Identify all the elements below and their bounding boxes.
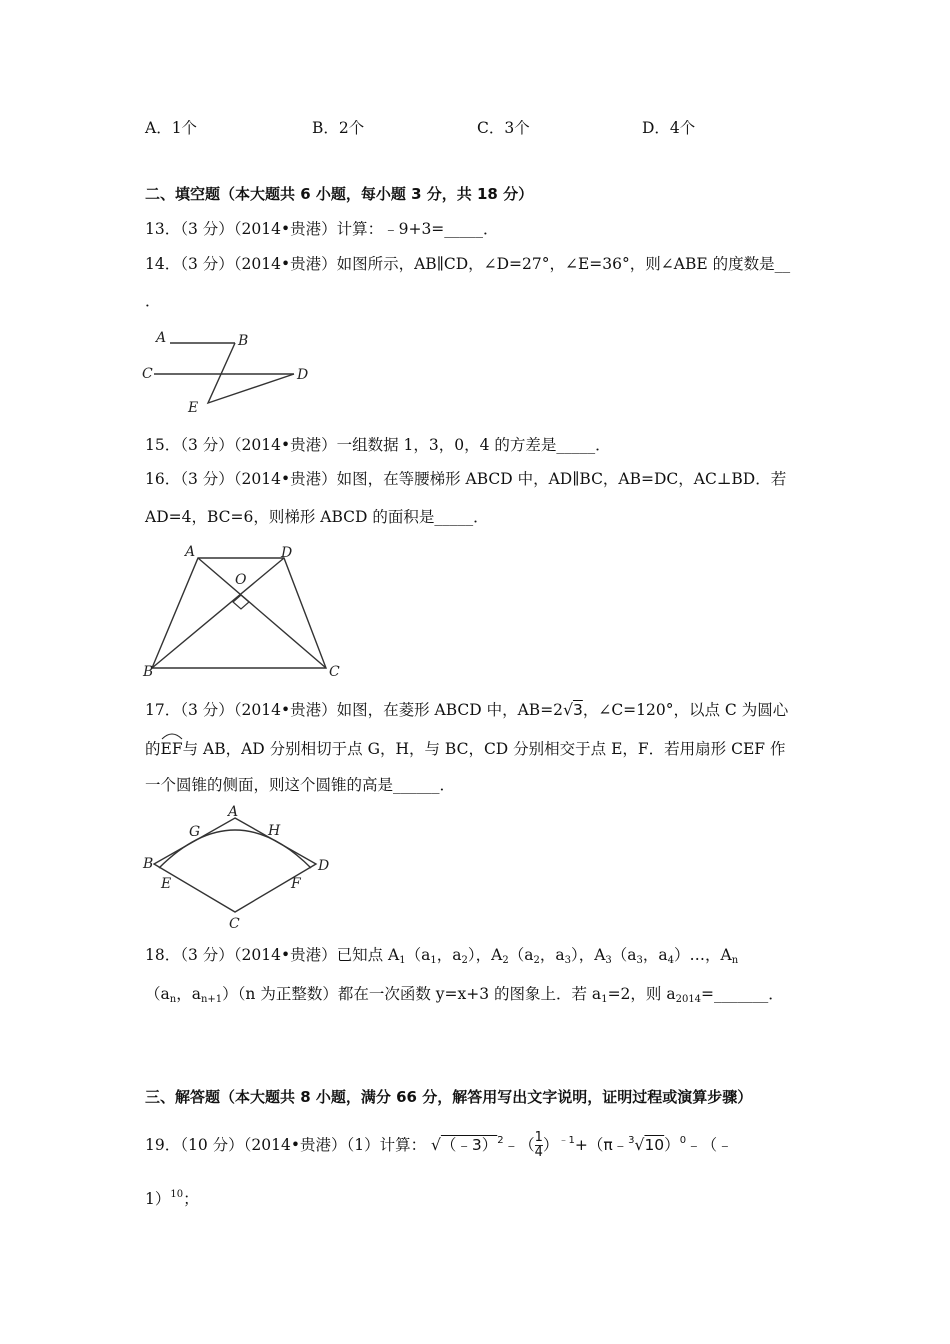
question-14-cont: ． [145, 292, 161, 310]
label-E: E [161, 876, 172, 892]
figure-14 [140, 325, 320, 417]
figure-17 [140, 800, 340, 932]
q19-exp: 10 [170, 1189, 184, 1200]
label-C: C [329, 664, 340, 680]
figure-16 [140, 540, 350, 682]
arc-ef [161, 736, 183, 760]
sqrt-symbol: √3 [563, 701, 583, 719]
label-B: B [143, 664, 154, 680]
q19-line2: 1） [145, 1190, 171, 1208]
label-D: D [297, 367, 309, 383]
q19-expression: √（﹣3）$^2$﹣（ $\frac{1}{4}$ ）$^{﹣1}$+（π﹣$^3$√10）$^0$﹣（﹣ [431, 1130, 733, 1160]
q17-line2-prefix: 的 [145, 740, 161, 758]
question-19-line2 [145, 1184, 199, 1210]
option-a: A．1个 [145, 119, 198, 137]
q19-end: ； [183, 1190, 199, 1208]
q18-line2-b: （n 为正整数）都在一次函数 y=x+3 的图象上．若 a [237, 985, 602, 1003]
question-16: 16．（3 分）（2014•贵港）如图，在等腰梯形 ABCD 中，AD∥BC，AB=DC，AC⊥BD．若 [145, 470, 787, 488]
label-A: A [228, 804, 239, 820]
q19-prefix: 19．（10 分）（2014•贵港）（1）计算： [145, 1136, 427, 1154]
q17-line2-text: 与 AB，AD 分别相切于点 G，H，与 BC，CD 分别相交于点 E，F．若用扇形 CEF 作 [182, 740, 786, 758]
label-G: G [189, 824, 201, 840]
option-b: B．2个 [312, 119, 365, 137]
section-2-title: 二、填空题（本大题共 6 小题，每小题 3 分，共 18 分） [145, 185, 534, 203]
label-C: C [142, 366, 153, 382]
question-18-line1: 18．（3 分）（2014•贵港）已知点 $A_1(a_1$，$a_2$），$A_2(a_2$，$a_3$），$A_3(a_3$，$a_4)\dots$，$A_n$ [145, 946, 739, 966]
q18-text: 18．（3 分）（2014•贵港）已知点 A [145, 946, 400, 964]
arc-ef-label: EF [160, 740, 183, 758]
q17-text-b: ，∠C=120°，以点 C 为圆心 [582, 701, 789, 719]
question-16-cont: AD=4，BC=6，则梯形 ABCD 的面积是_____． [145, 508, 489, 526]
question-17-line3: 一个圆锥的侧面，则这个圆锥的高是______． [145, 776, 456, 794]
q18-line2-d: =_______． [701, 985, 784, 1003]
label-F: F [291, 876, 301, 892]
label-A: A [185, 544, 196, 560]
label-B: B [143, 856, 154, 872]
option-d: D．4个 [642, 119, 696, 137]
question-19-line1 [145, 1130, 733, 1160]
question-17-line1 [145, 699, 788, 721]
label-D: D [281, 545, 293, 561]
label-O: O [235, 572, 247, 588]
sqrt-radicand: 3 [572, 701, 583, 719]
label-A: A [156, 330, 167, 346]
label-H: H [268, 823, 281, 839]
q18-line2-c: =2，则 a [607, 985, 676, 1003]
question-17-line2 [145, 736, 785, 760]
label-D: D [318, 858, 330, 874]
label-B: B [238, 333, 249, 349]
question-15: 15．（3 分）（2014•贵港）一组数据 1，3，0，4 的方差是_____． [145, 436, 611, 454]
q18-line2-a: （a [145, 985, 170, 1003]
question-18-line2: （$a_n$，$a_{n+1})(n$ 为正整数）都在一次函数 y=x+3 的图象上．若 $a_1=2$，则 $a_{2014}=\_\_\_\_\_\_\_$． [145, 985, 784, 1005]
option-c: C．3个 [477, 119, 530, 137]
q17-text-a: 17．（3 分）（2014•贵港）如图，在菱形 ABCD 中，AB=2 [145, 701, 564, 719]
question-13: 13．（3 分）（2014•贵港）计算：﹣9+3=_____． [145, 220, 499, 238]
section-3-title: 三、解答题（本大题共 8 小题，满分 66 分，解答用写出文字说明，证明过程或演算步骤） [145, 1088, 753, 1106]
question-14: 14．（3 分）（2014•贵港）如图所示，AB∥CD，∠D=27°，∠E=36°，则∠ABE 的度数是__ [145, 255, 791, 273]
label-E: E [188, 400, 199, 416]
label-C: C [229, 916, 240, 932]
